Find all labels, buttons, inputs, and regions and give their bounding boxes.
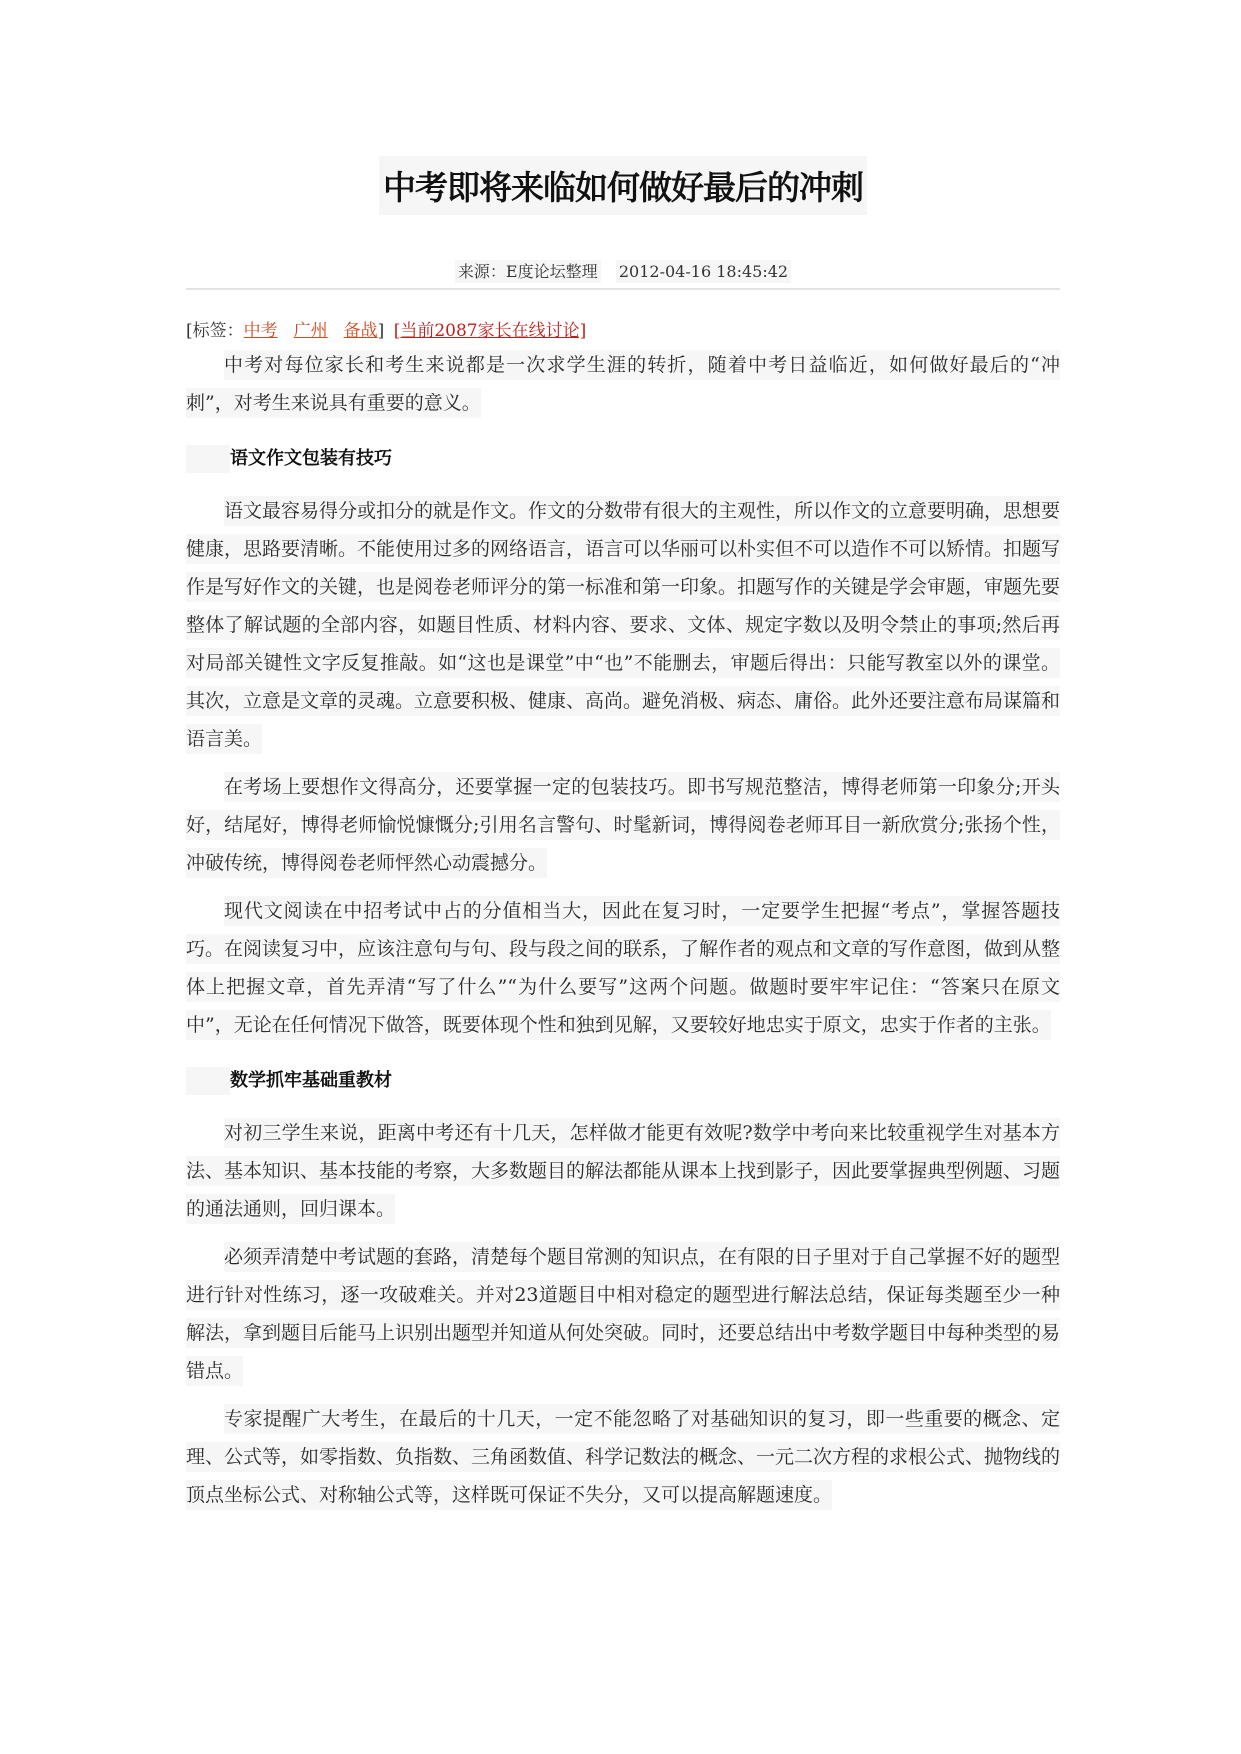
- paragraph-text: 专家提醒广大考生，在最后的十几天，一定不能忽略了对基础知识的复习，即一些重要的概念、定理、公式等，如零指数、负指数、三角函数值、科学记数法的概念、一元二次方程的求根公式、抛物线的顶点坐标公式、对称轴公式等，这样既可保证不失分，又可以提高解题速度。: [186, 1404, 1060, 1510]
- intro-text: 中考对每位家长和考生来说都是一次求学生涯的转折，随着中考日益临近，如何做好最后的“冲刺”，对考生来说具有重要的意义。: [186, 350, 1060, 418]
- section2-paragraph: [186, 1114, 1060, 1228]
- tag-link-guangzhou[interactable]: 广州: [293, 321, 328, 341]
- tag-bar: [186, 318, 1060, 344]
- section2-paragraph: [186, 1238, 1060, 1390]
- tag-link-beizhan[interactable]: 备战: [343, 321, 378, 341]
- section2-paragraph: [186, 1400, 1060, 1514]
- title-wrap: [186, 156, 1060, 215]
- article-meta: [186, 257, 1060, 284]
- paragraph-text: 必须弄清楚中考试题的套路，清楚每个题目常测的知识点，在有限的日子里对于自己掌握不好的题型进行针对性练习，逐一攻破难关。并对23道题目中相对稳定的题型进行解法总结，保证每类题至少一种解法，拿到题目后能马上识别出题型并知道从何处突破。同时，还要总结出中考数学题目中每种类型的易错点。: [186, 1242, 1060, 1386]
- section1-paragraph: [186, 492, 1060, 758]
- tags-prefix: [标签：: [186, 321, 244, 341]
- section1-paragraph: [186, 892, 1060, 1044]
- article-title: 中考即将来临如何做好最后的冲刺: [379, 156, 867, 215]
- paragraph-text: 对初三学生来说，距离中考还有十几天，怎样做才能更有效呢?数学中考向来比较重视学生对基本方法、基本知识、基本技能的考察，大多数题目的解法都能从课本上找到影子，因此要掌握典型例题、习题的通法通则，回归课本。: [186, 1118, 1060, 1224]
- section1-heading-text: 语文作文包装有技巧: [230, 448, 392, 469]
- paragraph-text: 在考场上要想作文得高分，还要掌握一定的包装技巧。即书写规范整洁，博得老师第一印象分;开头好，结尾好，博得老师愉悦慷慨分;引用名言警句、时髦新词，博得阅卷老师耳目一新欣赏分;张扬个性，冲破传统，博得阅卷老师怦然心动震撼分。: [186, 772, 1060, 878]
- article-source: 来源：E度论坛整理: [455, 260, 601, 283]
- intro-paragraph: [186, 346, 1060, 422]
- tags-suffix: ]: [377, 321, 385, 341]
- paragraph-text: 现代文阅读在中招考试中占的分值相当大，因此在复习时，一定要学生把握“考点”，掌握答题技巧。在阅读复习中，应该注意句与句、段与段之间的联系，了解作者的观点和文章的写作意图，做到从整体上把握文章，首先弄清“写了什么”“为什么要写”这两个问题。做题时要牢牢记住：“答案只在原文中”，无论在任何情况下做答，既要体现个性和独到见解，又要较好地忠实于原文，忠实于作者的主张。: [186, 896, 1060, 1040]
- article-datetime: 2012-04-16 18:45:42: [616, 260, 791, 283]
- tag-link-zhongkao[interactable]: 中考: [243, 321, 278, 341]
- section1-paragraph: [186, 768, 1060, 882]
- section2-heading-text: 数学抓牢基础重教材: [230, 1070, 392, 1091]
- section-heading-math: [186, 1066, 1060, 1096]
- paragraph-text: 语文最容易得分或扣分的就是作文。作文的分数带有很大的主观性，所以作文的立意要明确，思想要健康，思路要清晰。不能使用过多的网络语言，语言可以华丽可以朴实但不可以造作不可以矫情。扣题写作是写好作文的关键，也是阅卷老师评分的第一标准和第一印象。扣题写作的关键是学会审题，审题先要整体了解试题的全部内容，如题目性质、材料内容、要求、文体、规定字数以及明令禁止的事项;然后再对局部关键性文字反复推敲。如“这也是课堂”中“也”不能删去，审题后得出：只能写教室以外的课堂。其次，立意是文章的灵魂。立意要积极、健康、高尚。避免消极、病态、庸俗。此外还要注意布局谋篇和语言美。: [186, 496, 1060, 754]
- header-divider: [186, 288, 1060, 290]
- section-heading-chinese: [186, 444, 1060, 474]
- online-discussion-link[interactable]: [当前2087家长在线讨论]: [393, 321, 587, 341]
- article-page: [186, 0, 1060, 1524]
